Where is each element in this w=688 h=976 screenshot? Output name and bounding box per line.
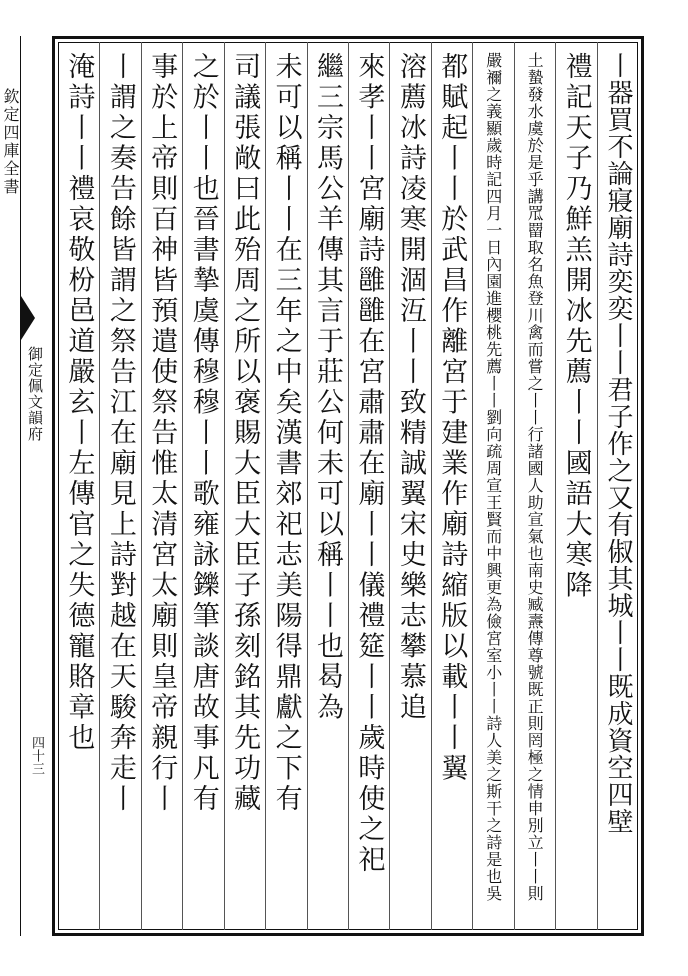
column-rule — [265, 42, 266, 930]
column-rule — [307, 42, 308, 930]
page-number: 四十三 — [29, 736, 44, 775]
text-column — [472, 52, 513, 912]
text-column — [224, 52, 265, 912]
column-text: 都賦起丨丨於武昌作離宮于建業作廟詩縮版以載丨丨翼 — [436, 52, 468, 784]
column-rule — [514, 42, 515, 930]
column-rule — [348, 42, 349, 930]
text-column — [348, 52, 389, 912]
column-text: 之於丨丨也晉書摯虞傳穆穆丨丨歌雍詠鑠筆談唐故事凡有 — [187, 52, 219, 815]
column-text: 來孝丨丨宮廟詩雝雝在宮肅肅在廟丨丨儀禮筵丨丨歲時使之祀 — [353, 52, 385, 876]
column-rule — [99, 42, 100, 930]
column-text: 事於上帝則百神皆預遣使祭告惟太清宮太廟則皇帝親行丨 — [146, 52, 178, 815]
column-text: 禮記天子乃鮮羔開冰先薦丨丨國語大寒降 — [560, 52, 592, 601]
text-column — [182, 52, 223, 912]
text-column — [307, 52, 348, 912]
text-column — [99, 52, 140, 912]
column-text: 淹詩丨丨禮哀敬枌邑道嚴玄丨左傳官之失德寵賂章也 — [63, 52, 95, 754]
column-text: 土蟄發水虞於是乎講罛罶取名魚登川禽而嘗之丨丨行諸國人助宣氣也南史臧燾傳尊號既正則罔極之情申別立丨丨則 — [525, 52, 545, 902]
text-column — [141, 52, 182, 912]
text-column — [514, 52, 555, 912]
text-column — [431, 52, 472, 912]
column-text: 溶薦冰詩凌寒開涸沍丨丨致精誠翼宋史樂志攀慕追 — [394, 52, 426, 723]
text-column — [597, 52, 638, 912]
column-rule — [182, 42, 183, 930]
column-rule — [224, 42, 225, 930]
column-text: 嚴禰之義顯歲時記四月一日內園進櫻桃先薦丨丨劉向疏周宣王賢而中興更為儉宮室小丨丨詩人美之斯干之詩是也吳 — [483, 52, 503, 902]
column-text: 未可以稱丨丨在三年之中矣漢書郊祀志美陽得鼎獻之下有 — [270, 52, 302, 815]
page-margin-strip — [0, 36, 52, 936]
column-rule — [597, 42, 598, 930]
column-text: 司議張敞曰此殆周之所以褒賜大臣大臣子孫刻銘其先功藏 — [229, 52, 261, 815]
book-title: 欽定四庫全書 — [1, 88, 20, 196]
column-rule — [431, 42, 432, 930]
column-rule — [555, 42, 556, 930]
column-rule — [141, 42, 142, 930]
text-column — [265, 52, 306, 912]
book-subtitle: 御定佩文韻府 — [26, 346, 44, 442]
column-rule — [389, 42, 390, 930]
column-text: 繼三宗馬公羊傳其言于莊公何未可以稱丨丨也曷為 — [311, 52, 343, 723]
text-column — [58, 52, 99, 912]
column-text: 丨器買不論寢廟詩奕奕丨丨君子作之又有俶其城丨丨既成資空四壁 — [602, 52, 633, 835]
column-rule — [472, 42, 473, 930]
column-text: 丨謂之奏告餘皆謂之祭告江在廟見上詩對越在天駿奔走丨 — [104, 52, 136, 815]
text-column — [555, 52, 596, 912]
text-column — [389, 52, 430, 912]
fish-tail-mark — [21, 296, 35, 340]
margin-line — [20, 36, 21, 936]
